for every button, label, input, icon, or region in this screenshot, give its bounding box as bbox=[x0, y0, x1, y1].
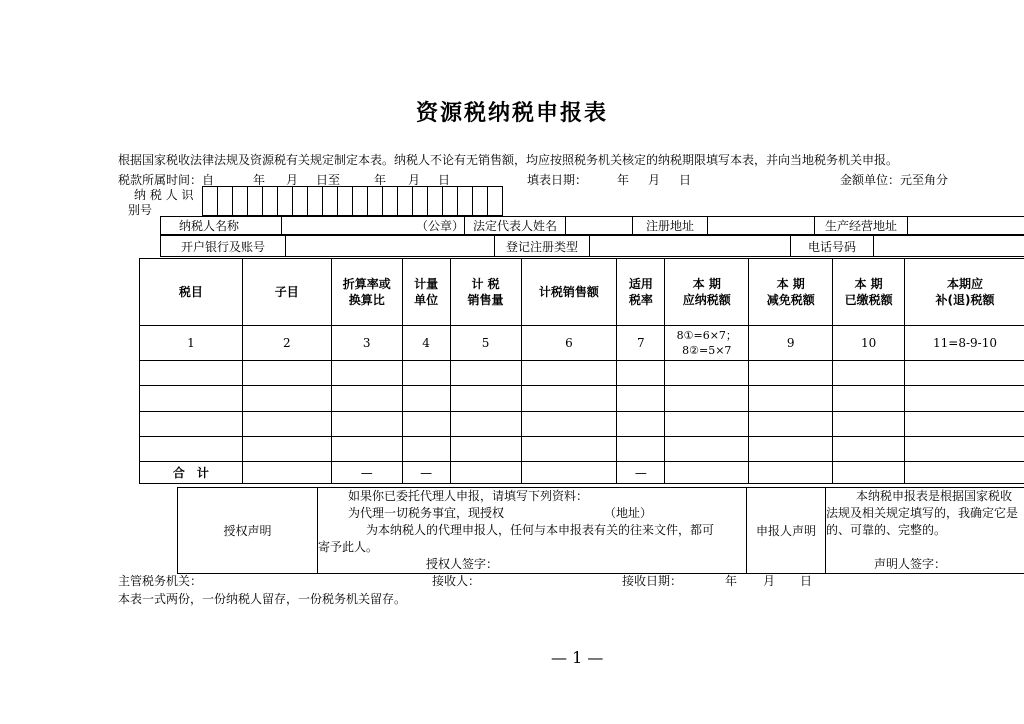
cell[interactable] bbox=[242, 386, 331, 412]
page-number: — 1 — bbox=[551, 648, 604, 667]
period-month-2: 月 bbox=[408, 173, 421, 187]
tax-table bbox=[139, 258, 1024, 484]
id-digit-box[interactable] bbox=[413, 187, 428, 216]
col-number: 7 bbox=[617, 326, 665, 361]
col-number: 5 bbox=[450, 326, 521, 361]
cell[interactable] bbox=[617, 437, 665, 462]
declarant-content bbox=[826, 488, 1024, 574]
phone-field[interactable] bbox=[874, 236, 1024, 257]
cell[interactable] bbox=[402, 412, 450, 437]
amount-unit: 金额单位：元至角分 bbox=[840, 173, 949, 187]
cell[interactable] bbox=[833, 412, 905, 437]
period-year-1: 年 bbox=[253, 173, 266, 187]
table-row bbox=[140, 412, 1024, 437]
footer-year: 年 bbox=[725, 574, 738, 588]
number-row bbox=[140, 326, 1024, 361]
cell[interactable] bbox=[617, 361, 665, 386]
cell[interactable] bbox=[450, 462, 521, 484]
id-digit-box[interactable] bbox=[458, 187, 473, 216]
footer-month: 月 bbox=[763, 574, 776, 588]
cell[interactable] bbox=[833, 437, 905, 462]
cell[interactable] bbox=[242, 437, 331, 462]
name-field[interactable] bbox=[282, 217, 465, 235]
declarant-line-1: 本纳税申报表是根据国家税收 bbox=[856, 489, 1013, 503]
fill-date-year: 年 bbox=[617, 173, 630, 187]
auth-line-4: 寄予此人。 bbox=[318, 540, 379, 554]
col-number: 11=8-9-10 bbox=[905, 326, 1024, 361]
cell[interactable] bbox=[331, 361, 402, 386]
header-tax-exempt: 本 期 减免税额 bbox=[749, 259, 833, 326]
cell[interactable] bbox=[242, 361, 331, 386]
legal-rep-label: 法定代表人姓名 bbox=[465, 217, 566, 235]
cell[interactable] bbox=[665, 462, 749, 484]
cell[interactable] bbox=[450, 437, 521, 462]
cell[interactable] bbox=[242, 462, 331, 484]
period-day-to: 日至 bbox=[316, 173, 341, 187]
id-digit-box[interactable] bbox=[383, 187, 398, 216]
cell[interactable] bbox=[665, 386, 749, 412]
id-digit-box[interactable] bbox=[278, 187, 293, 216]
dash-cell: — bbox=[402, 462, 450, 484]
phone-label: 电话号码 bbox=[791, 236, 874, 257]
cell[interactable] bbox=[521, 386, 617, 412]
period-day-2: 日 bbox=[438, 173, 451, 187]
dash-cell: — bbox=[617, 462, 665, 484]
id-digit-box[interactable] bbox=[368, 187, 383, 216]
cell[interactable] bbox=[749, 437, 833, 462]
table-row bbox=[140, 437, 1024, 462]
dash-cell: — bbox=[331, 462, 402, 484]
cell[interactable] bbox=[450, 361, 521, 386]
header-sales-amount: 计税销售额 bbox=[521, 259, 617, 326]
info-table-2 bbox=[160, 235, 1024, 257]
cell[interactable] bbox=[905, 386, 1024, 412]
declarant-sign: 声明人签字： bbox=[874, 557, 947, 571]
declarant-line-2: 法规及相关规定填写的，我确定它是 bbox=[826, 506, 1019, 520]
header-tax-item: 税目 bbox=[140, 259, 243, 326]
id-digit-box[interactable] bbox=[353, 187, 368, 216]
fill-date-day: 日 bbox=[679, 173, 692, 187]
id-digit-box[interactable] bbox=[443, 187, 458, 216]
id-digit-box[interactable] bbox=[233, 187, 248, 216]
cell[interactable] bbox=[833, 462, 905, 484]
col-number: 2 bbox=[242, 326, 331, 361]
auth-line-1: 如果你已委托代理人申报，请填写下列资料： bbox=[348, 489, 589, 503]
legal-rep-field[interactable] bbox=[566, 217, 633, 235]
header-tax-rate: 适用 税率 bbox=[617, 259, 665, 326]
cell[interactable] bbox=[749, 462, 833, 484]
header-row bbox=[140, 259, 1024, 326]
cell[interactable] bbox=[905, 462, 1024, 484]
footer-receiver: 接收人： bbox=[432, 574, 481, 588]
cell[interactable] bbox=[521, 412, 617, 437]
biz-address-label: 生产经营地址 bbox=[815, 217, 908, 235]
cell[interactable] bbox=[331, 386, 402, 412]
reg-address-field[interactable] bbox=[708, 217, 815, 235]
cell[interactable] bbox=[140, 361, 243, 386]
cell[interactable] bbox=[521, 462, 617, 484]
auth-line-2: 为代理一切税务事宜，现授权 （地址） bbox=[348, 506, 653, 520]
cell[interactable] bbox=[140, 437, 243, 462]
header-sales-volume: 计 税 销售量 bbox=[450, 259, 521, 326]
id-digit-box[interactable] bbox=[338, 187, 353, 216]
cell[interactable] bbox=[521, 437, 617, 462]
declaration-table bbox=[177, 487, 1024, 574]
cell[interactable] bbox=[521, 361, 617, 386]
taxpayer-id-label-1: 纳 税 人 识 bbox=[134, 188, 194, 202]
fill-date-month: 月 bbox=[648, 173, 661, 187]
cell[interactable] bbox=[402, 386, 450, 412]
id-digit-box[interactable] bbox=[293, 187, 308, 216]
id-digit-box[interactable] bbox=[218, 187, 233, 216]
auth-content bbox=[318, 488, 747, 574]
id-digit-box[interactable] bbox=[248, 187, 263, 216]
cell[interactable] bbox=[665, 361, 749, 386]
header-unit: 计量 单位 bbox=[402, 259, 450, 326]
footer-authority: 主管税务机关： bbox=[118, 574, 203, 588]
seal-label: （公章） bbox=[415, 219, 464, 233]
id-digit-box[interactable] bbox=[398, 187, 413, 216]
col-number: 4 bbox=[402, 326, 450, 361]
total-row bbox=[140, 462, 1024, 484]
total-label: 合 计 bbox=[140, 462, 243, 484]
footer-note: 本表一式两份，一份纳税人留存，一份税务机关留存。 bbox=[118, 592, 407, 606]
reg-type-field[interactable] bbox=[590, 236, 791, 257]
table-row bbox=[140, 386, 1024, 412]
cell[interactable] bbox=[905, 412, 1024, 437]
name-label: 纳税人名称 bbox=[161, 217, 282, 235]
footer-day: 日 bbox=[800, 574, 813, 588]
id-digit-box[interactable] bbox=[308, 187, 323, 216]
cell[interactable] bbox=[833, 386, 905, 412]
cell[interactable] bbox=[905, 361, 1024, 386]
col-number: 10 bbox=[833, 326, 905, 361]
cell[interactable] bbox=[450, 412, 521, 437]
cell[interactable] bbox=[617, 386, 665, 412]
footer-receive-date: 接收日期： bbox=[622, 574, 683, 588]
header-sub-item: 子目 bbox=[242, 259, 331, 326]
bank-label: 开户银行及账号 bbox=[161, 236, 286, 257]
taxpayer-id-label-2: 别号 bbox=[128, 203, 153, 217]
id-digit-box[interactable] bbox=[428, 187, 443, 216]
header-tax-payable: 本 期 应纳税额 bbox=[665, 259, 749, 326]
declarant-label: 申报人声明 bbox=[747, 488, 826, 574]
cell[interactable] bbox=[749, 386, 833, 412]
cell[interactable] bbox=[402, 361, 450, 386]
table-row bbox=[140, 361, 1024, 386]
cell[interactable] bbox=[665, 412, 749, 437]
fill-date-label: 填表日期： bbox=[527, 173, 588, 187]
reg-address-label: 注册地址 bbox=[633, 217, 708, 235]
cell[interactable] bbox=[331, 412, 402, 437]
header-conversion-rate: 折算率或 换算比 bbox=[331, 259, 402, 326]
col-number: 3 bbox=[331, 326, 402, 361]
period-year-2: 年 bbox=[374, 173, 387, 187]
auth-label: 授权声明 bbox=[178, 488, 318, 574]
cell[interactable] bbox=[140, 412, 243, 437]
cell[interactable] bbox=[140, 386, 243, 412]
id-digit-box[interactable] bbox=[203, 187, 218, 216]
id-digit-box[interactable] bbox=[263, 187, 278, 216]
col-number: 1 bbox=[140, 326, 243, 361]
header-tax-due: 本期应 补(退)税额 bbox=[905, 259, 1024, 326]
cell[interactable] bbox=[242, 412, 331, 437]
header-tax-paid: 本 期 已缴税额 bbox=[833, 259, 905, 326]
intro-text: 根据国家税收法律法规及资源税有关规定制定本表。纳税人不论有无销售额，均应按照税务机关核定的纳税期限填写本表，并向当地税务机关申报。 bbox=[118, 153, 899, 167]
col-number: 9 bbox=[749, 326, 833, 361]
cell[interactable] bbox=[749, 361, 833, 386]
cell[interactable] bbox=[833, 361, 905, 386]
cell[interactable] bbox=[617, 412, 665, 437]
col-formula: 8①=6×7； 8②=5×7 bbox=[665, 326, 749, 361]
period-month-1: 月 bbox=[286, 173, 299, 187]
auth-line-3: 为本纳税人的代理申报人，任何与本申报表有关的往来文件，都可 bbox=[366, 523, 715, 537]
cell[interactable] bbox=[749, 412, 833, 437]
id-digit-box[interactable] bbox=[473, 187, 488, 216]
declarant-line-3: 的、可靠的、完整的。 bbox=[826, 523, 947, 537]
reg-type-label: 登记注册类型 bbox=[495, 236, 590, 257]
cell[interactable] bbox=[331, 437, 402, 462]
cell[interactable] bbox=[402, 437, 450, 462]
cell[interactable] bbox=[665, 437, 749, 462]
auth-sign: 授权人签字： bbox=[426, 557, 499, 571]
cell[interactable] bbox=[905, 437, 1024, 462]
page-title: 资源税纳税申报表 bbox=[415, 101, 608, 126]
taxpayer-id-boxes bbox=[202, 186, 503, 216]
period-label: 税款所属时间：自 bbox=[118, 173, 215, 187]
cell[interactable] bbox=[450, 386, 521, 412]
col-number: 6 bbox=[521, 326, 617, 361]
biz-address-field[interactable] bbox=[908, 217, 1024, 235]
bank-field[interactable] bbox=[286, 236, 495, 257]
id-digit-box[interactable] bbox=[488, 187, 503, 216]
info-table bbox=[160, 216, 1024, 235]
id-digit-box[interactable] bbox=[323, 187, 338, 216]
